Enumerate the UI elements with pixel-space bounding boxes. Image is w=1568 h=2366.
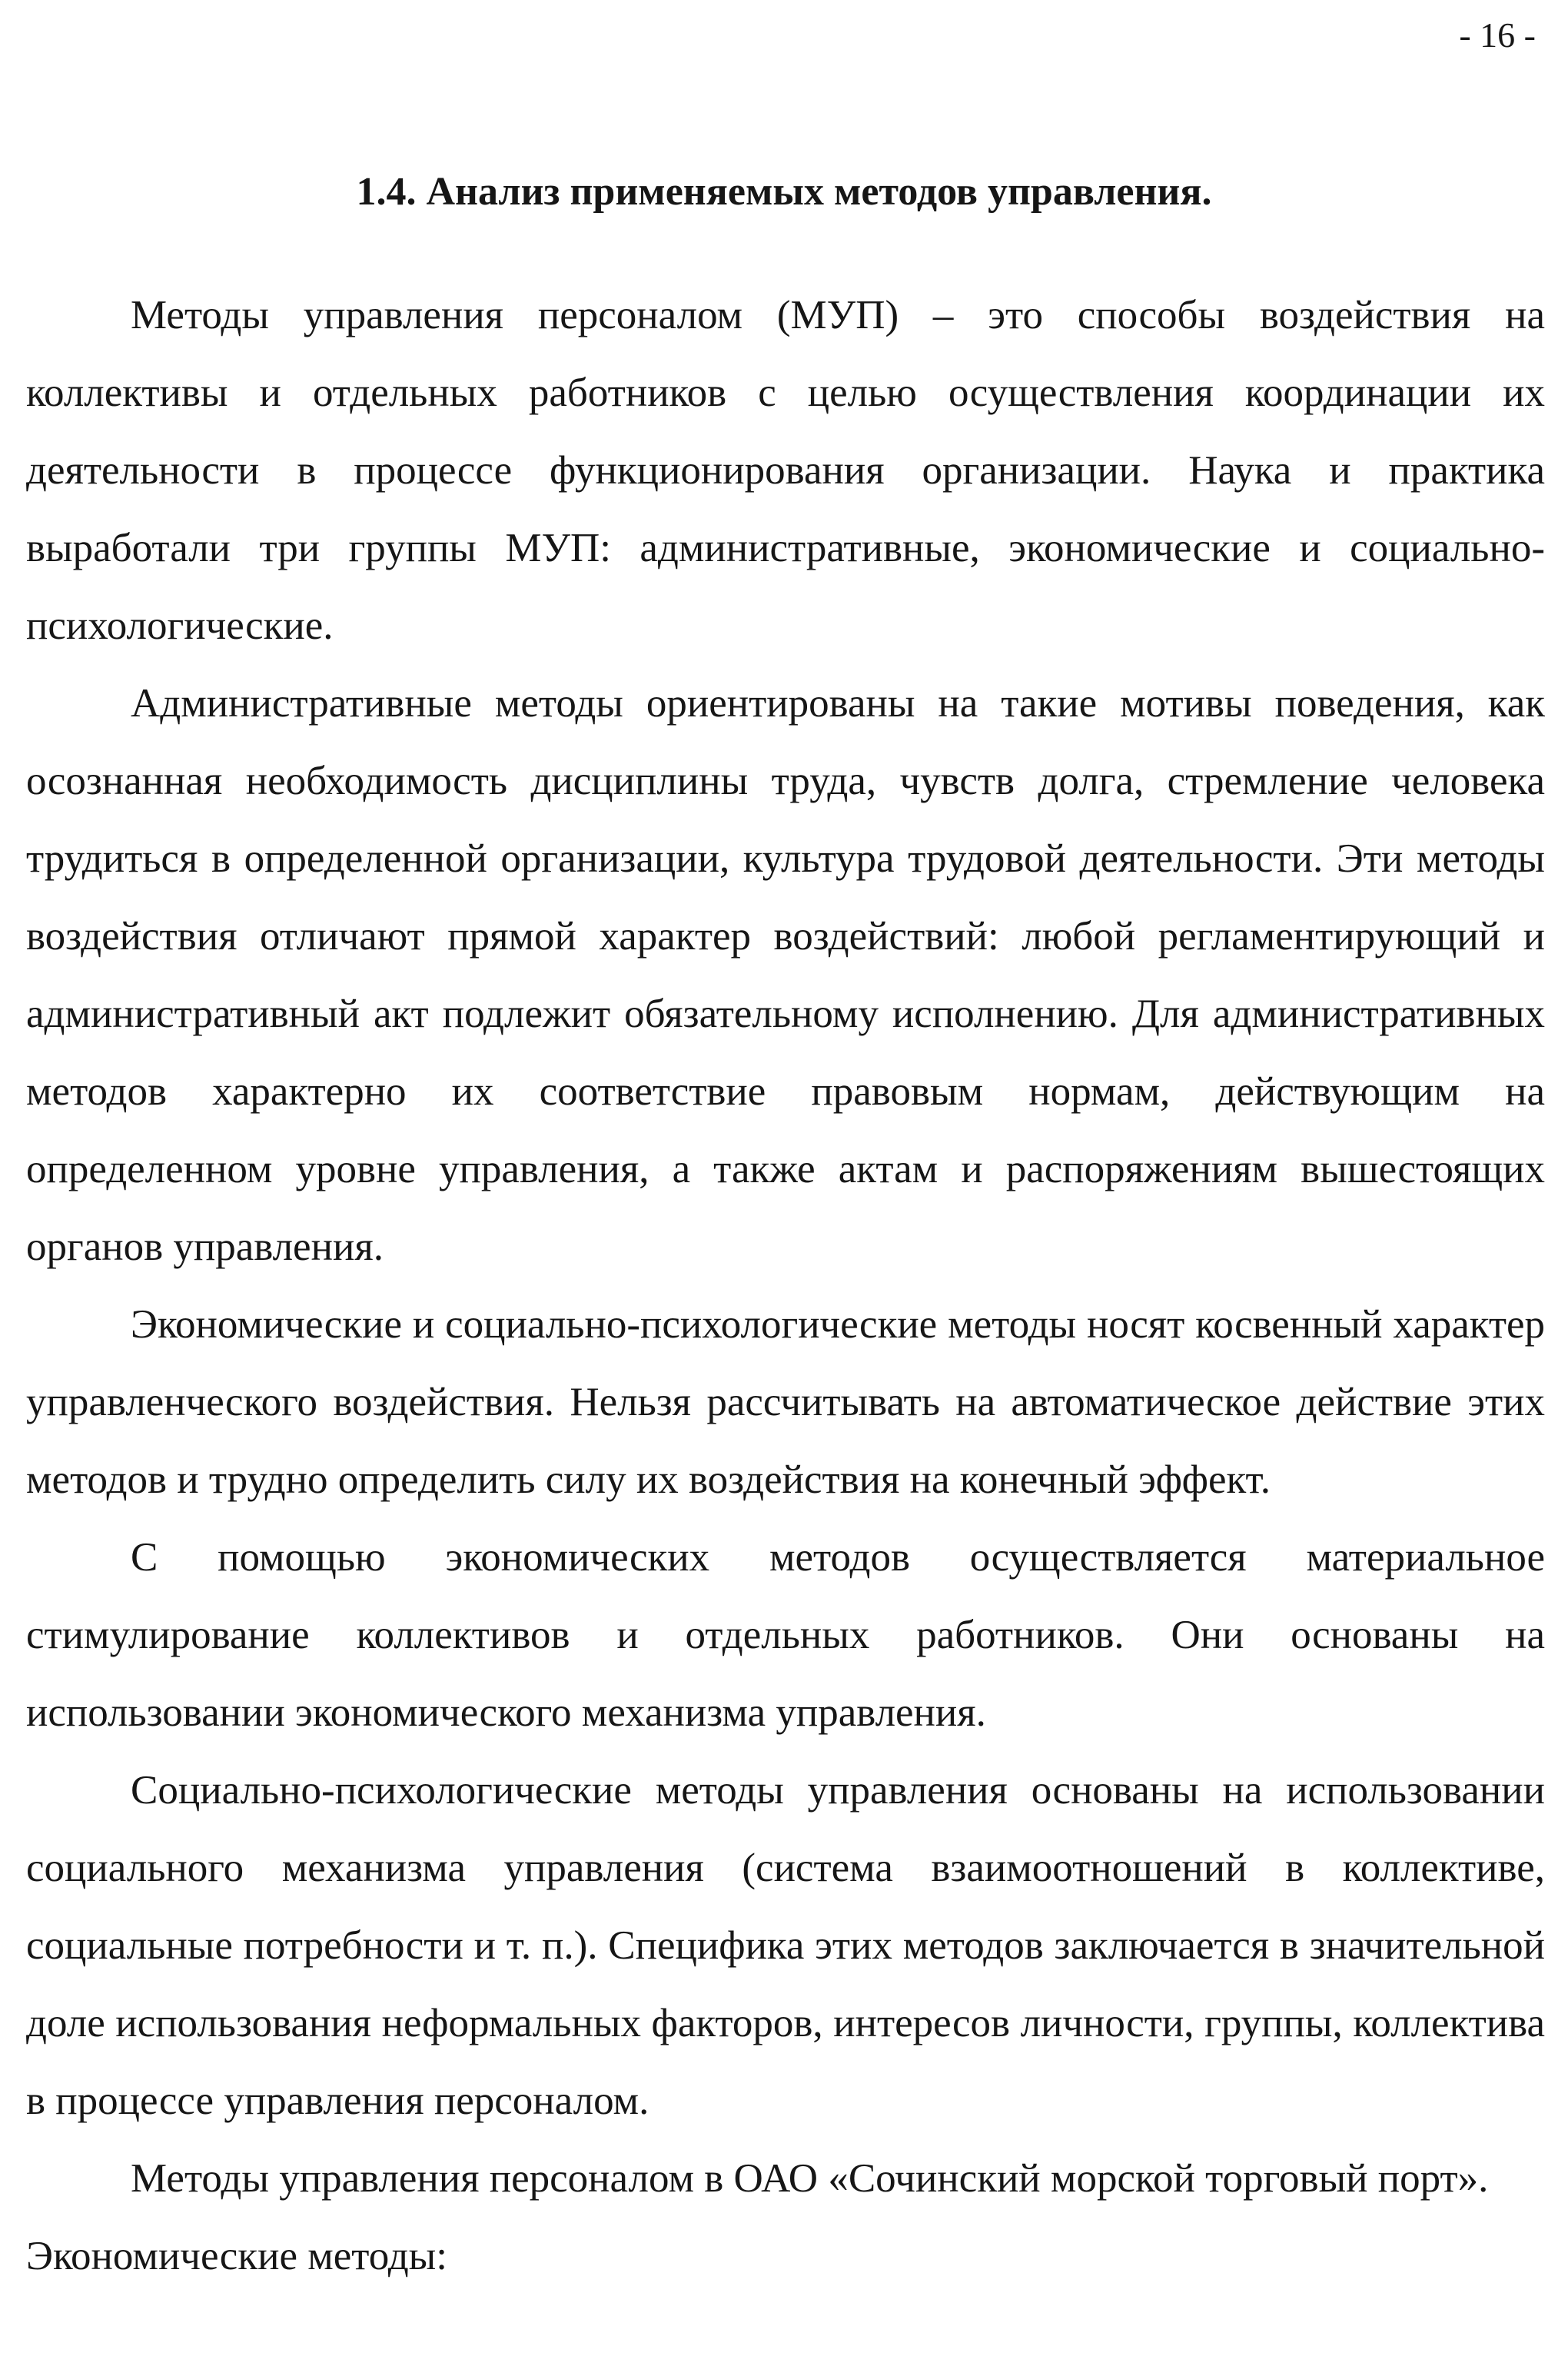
paragraph-indirect-methods: Экономические и социально-психологические методы носят косвенный характер управленческого воздействия. Нельзя рассчитывать на автоматическое действие этих методов и трудно определить силу их воздействия на конечный эффект. <box>26 1302 1545 1502</box>
section-heading: 1.4. Анализ применяемых методов управления. <box>356 170 1212 214</box>
paragraph-economic-methods: С помощью экономических методов осуществляется материальное стимулирование коллективов и отдельных работников. Они основаны на использовании экономического механизма управления. <box>26 1535 1545 1735</box>
paragraph-definition: Методы управления персоналом (МУП) – это способы воздействия на коллективы и отдельных работников с целью осуществления координации их деятельности в процессе функционирования организации. Наука и практика выработали три группы МУП: административные, экономические и социально-психологические. <box>26 293 1545 648</box>
paragraph-company-methods: Методы управления персоналом в ОАО «Сочинский морской торговый порт». Экономические методы: <box>26 2156 1489 2278</box>
body-text <box>26 277 1545 2295</box>
paragraph-administrative-methods: Административные методы ориентированы на такие мотивы поведения, как осознанная необходимость дисциплины труда, чувств долга, стремление человека трудиться в определенной организации, культура трудовой деятельности. Эти методы воздействия отличают прямой характер воздействий: любой регламентирующий и административный акт подлежит обязательному исполнению. Для административных методов характерно их соответствие правовым нормам, действующим на определенном уровне управления, а также актам и распоряжениям вышестоящих органов управления. <box>26 681 1545 1269</box>
page-number: - 16 - <box>1459 15 1536 55</box>
paragraph-socio-psychological-methods: Социально-психологические методы управления основаны на использовании социального механизма управления (система взаимоотношений в коллективе, социальные потребности и т. п.). Специфика этих методов заключается в значительной доле использования неформальных факторов, интересов личности, группы, коллектива в процессе управления персоналом. <box>26 1768 1545 2123</box>
